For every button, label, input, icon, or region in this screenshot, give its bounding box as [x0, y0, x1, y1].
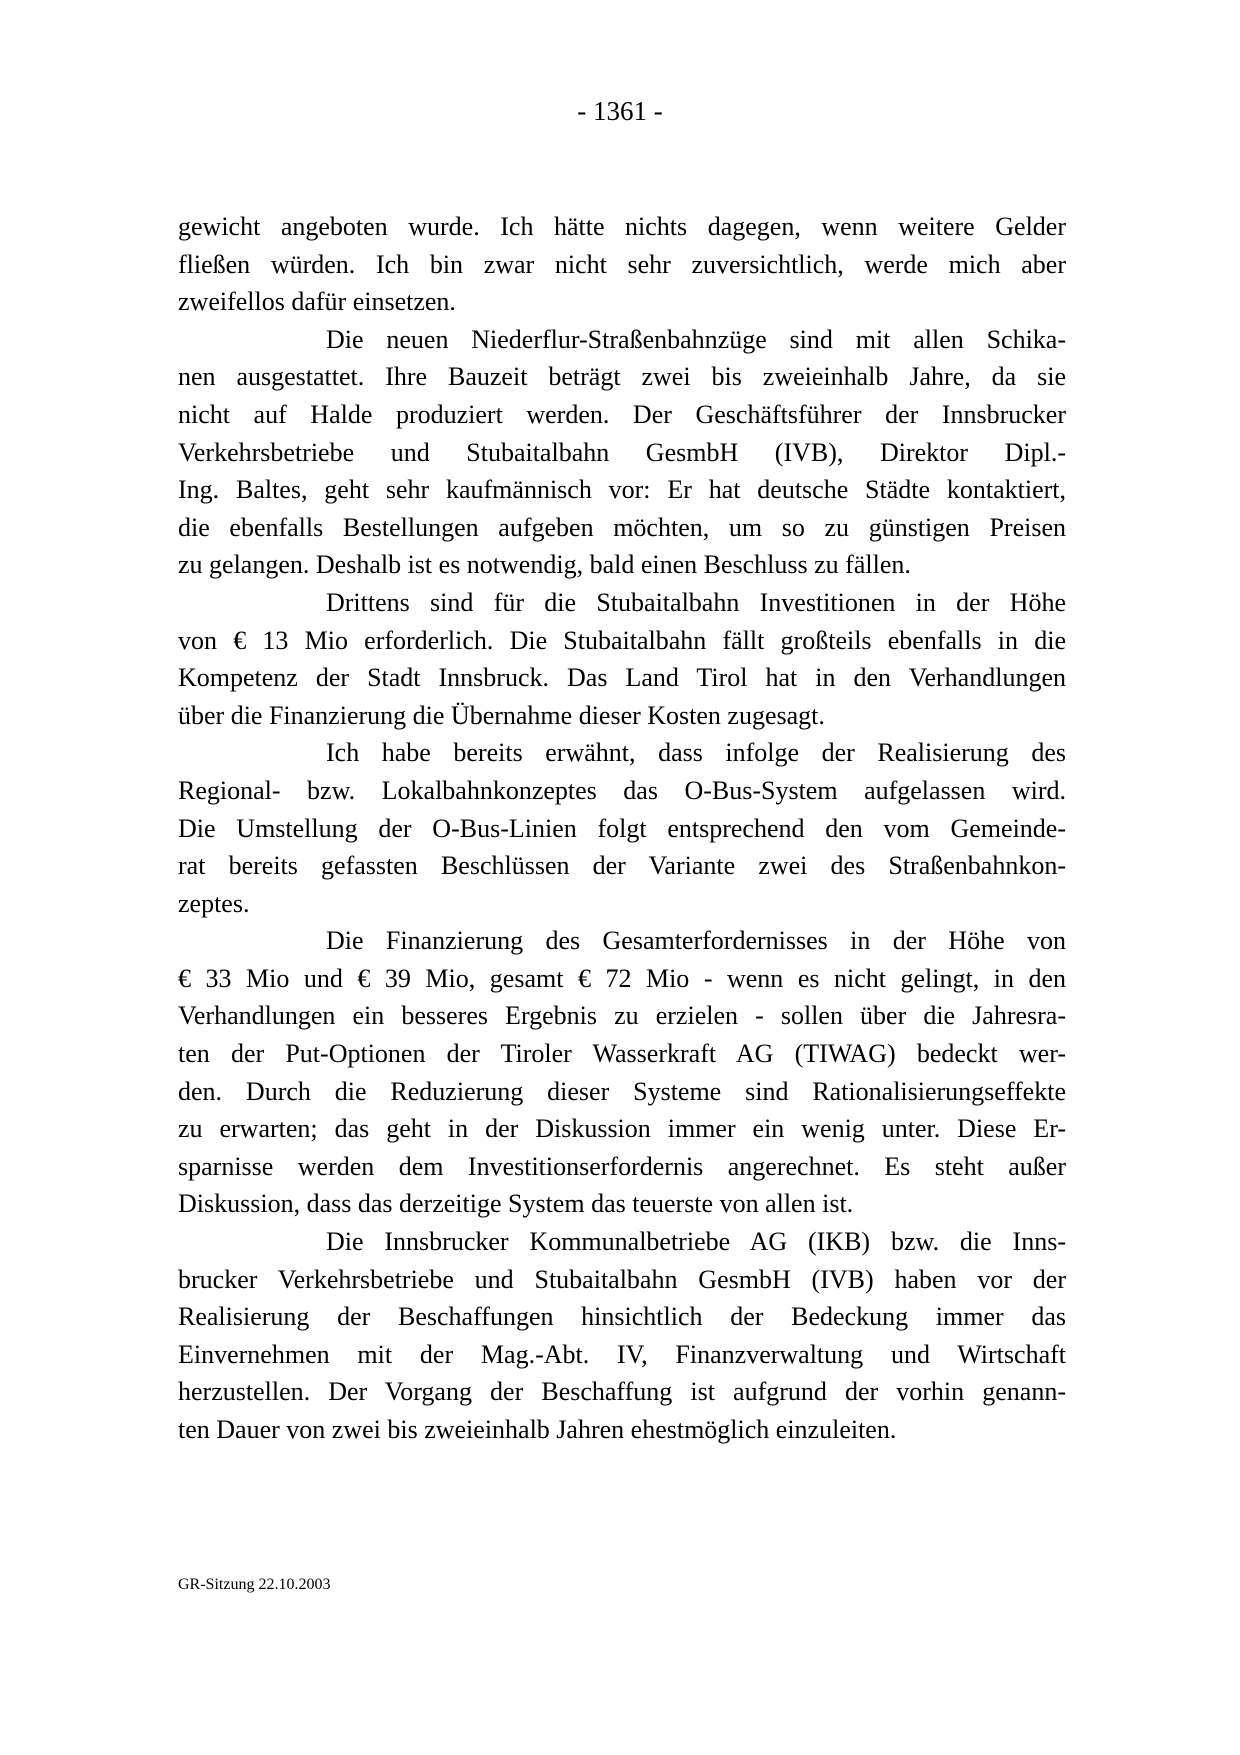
- body-text: [178, 208, 1066, 1449]
- paragraph: [178, 1223, 1066, 1449]
- text-line: zu erwarten; das geht in der Diskussion immer ein wenig unter. Diese Er-: [178, 1114, 1066, 1144]
- text-line: Die neuen Niederflur-Straßenbahnzüge sind mit allen Schika-: [326, 324, 1066, 354]
- text-line: Verkehrsbetriebe und Stubaitalbahn GesmbH (IVB), Direktor Dipl.-: [178, 437, 1066, 467]
- text-line: den. Durch die Reduzierung dieser Systeme sind Rationalisierungseffekte: [178, 1076, 1066, 1106]
- paragraph: [178, 922, 1066, 1223]
- text-line: rat bereits gefassten Beschlüssen der Variante zwei des Straßenbahnkon-: [178, 851, 1066, 881]
- paragraph: [178, 734, 1066, 922]
- text-line: Einvernehmen mit der Mag.-Abt. IV, Finanzverwaltung und Wirtschaft: [178, 1339, 1066, 1369]
- paragraph: [178, 584, 1066, 734]
- text-line: zu gelangen. Deshalb ist es notwendig, bald einen Beschluss zu fällen.: [178, 550, 911, 580]
- footer-session-date: GR-Sitzung 22.10.2003: [178, 1576, 331, 1593]
- text-line: Realisierung der Beschaffungen hinsichtlich der Bedeckung immer das: [178, 1302, 1066, 1332]
- text-line: Die Finanzierung des Gesamterfordernisses in der Höhe von: [326, 926, 1066, 956]
- text-line: Diskussion, dass das derzeitige System das teuerste von allen ist.: [178, 1189, 854, 1219]
- text-line: fließen würden. Ich bin zwar nicht sehr zuversichtlich, werde mich aber: [178, 249, 1066, 279]
- text-line: ten der Put-Optionen der Tiroler Wasserkraft AG (TIWAG) bedeckt wer-: [178, 1039, 1066, 1069]
- text-line: nicht auf Halde produziert werden. Der Geschäftsführer der Innsbrucker: [178, 399, 1066, 429]
- text-line: über die Finanzierung die Übernahme dieser Kosten zugesagt.: [178, 700, 825, 730]
- paragraph: [178, 208, 1066, 321]
- text-line: nen ausgestattet. Ihre Bauzeit beträgt zwei bis zweieinhalb Jahre, da sie: [178, 362, 1066, 392]
- text-line: zweifellos dafür einsetzen.: [178, 287, 456, 317]
- text-line: Drittens sind für die Stubaitalbahn Investitionen in der Höhe: [326, 587, 1066, 617]
- text-line: brucker Verkehrsbetriebe und Stubaitalbahn GesmbH (IVB) haben vor der: [178, 1264, 1066, 1294]
- text-line: zeptes.: [178, 888, 250, 918]
- text-line: ten Dauer von zwei bis zweieinhalb Jahren ehestmöglich einzuleiten.: [178, 1415, 897, 1444]
- text-line: sparnisse werden dem Investitionserfordernis angerechnet. Es steht außer: [178, 1151, 1066, 1181]
- text-line: die ebenfalls Bestellungen aufgeben möchten, um so zu günstigen Preisen: [178, 512, 1066, 542]
- text-line: Kompetenz der Stadt Innsbruck. Das Land Tirol hat in den Verhandlungen: [178, 663, 1066, 693]
- text-line: Ich habe bereits erwähnt, dass infolge der Realisierung des: [326, 738, 1066, 768]
- text-line: Die Umstellung der O-Bus-Linien folgt entsprechend den vom Gemeinde-: [178, 813, 1066, 843]
- text-line: Regional- bzw. Lokalbahnkonzeptes das O-Bus-System aufgelassen wird.: [178, 775, 1066, 805]
- text-line: Verhandlungen ein besseres Ergebnis zu erzielen - sollen über die Jahresra-: [178, 1001, 1066, 1031]
- paragraph: [178, 321, 1066, 584]
- page-number: - 1361 -: [577, 96, 663, 126]
- text-line: herzustellen. Der Vorgang der Beschaffung ist aufgrund der vorhin genann-: [178, 1377, 1066, 1407]
- text-line: Die Innsbrucker Kommunalbetriebe AG (IKB) bzw. die Inns-: [326, 1227, 1066, 1257]
- text-line: € 33 Mio und € 39 Mio, gesamt € 72 Mio - wenn es nicht gelingt, in den: [178, 963, 1066, 993]
- text-line: gewicht angeboten wurde. Ich hätte nichts dagegen, wenn weitere Gelder: [178, 212, 1066, 241]
- text-line: Ing. Baltes, geht sehr kaufmännisch vor: Er hat deutsche Städte kontaktiert,: [178, 475, 1066, 505]
- text-line: von € 13 Mio erforderlich. Die Stubaitalbahn fällt großteils ebenfalls in die: [178, 625, 1066, 655]
